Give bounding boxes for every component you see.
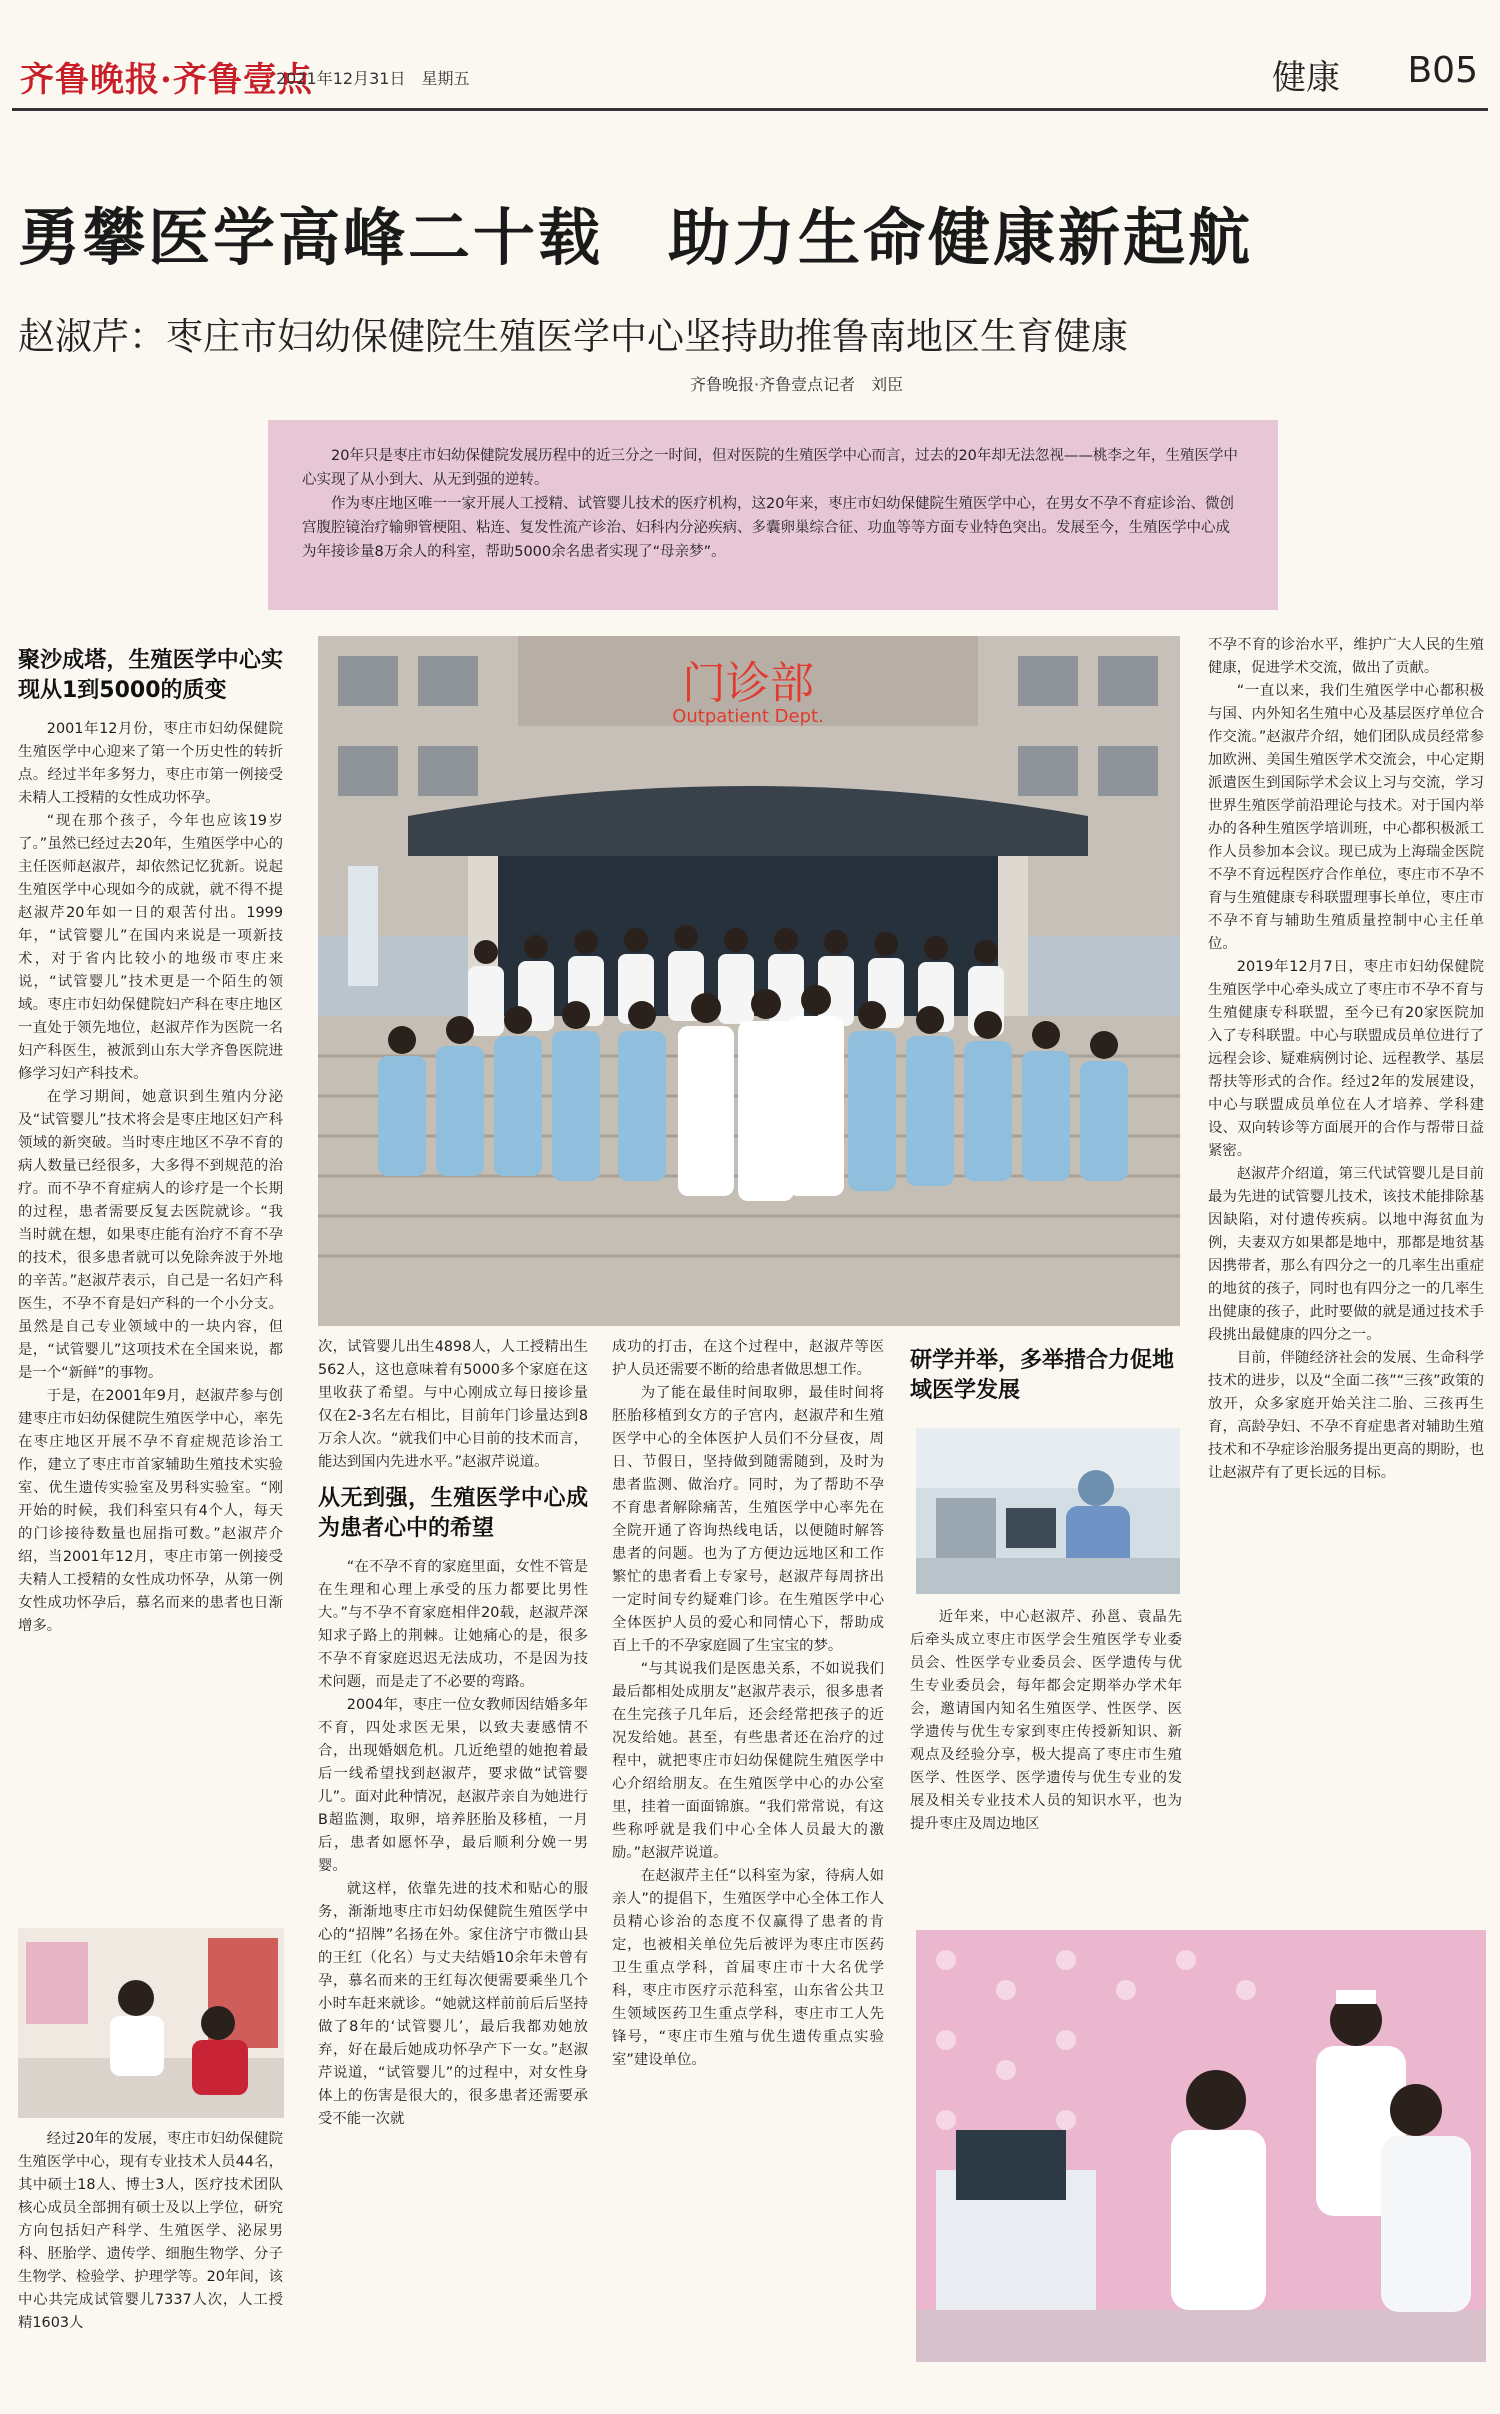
technician-cap xyxy=(1078,1470,1114,1506)
second-nurse-uniform xyxy=(1381,2136,1471,2312)
paragraph: 赵淑芹介绍道，第三代试管婴儿是目前最为先进的试管婴儿技术，该技术能排除基因缺陷，对付遗传疾病。以地中海贫血为例，夫妻双方如果都是地中，那都是地贫基因携带者，那么有四分之一的几率生出重症的地贫的孩子，同时也有四分之一的几率生出健康的孩子，此时要做的就是通过技术手段挑出最健康的四分之一。 xyxy=(1208,1166,1484,1343)
doctor-coat xyxy=(110,2016,164,2076)
page-number: B05 xyxy=(1407,50,1478,91)
paragraph: 在学习期间，她意识到生殖内分泌及“试管婴儿”技术将会是枣庄地区妇产科领域的新突破。当时枣庄地区不孕不育的病人数量已经很多，大多得不到规范的治疗。而不孕不育症病人的诊疗是一个长期的过程，患者需要反复去医院就诊。“我当时就在想，如果枣庄能有治疗不育不孕的技术，很多患者就可以免除奔波于外地的辛苦。”赵淑芹表示，自己是一名妇产科医生，不孕不育是妇产科的一个小分支。虽然是自己专业领域中的一块内容，但是，“试管婴儿”这项技术在全国来说，都是一个“新鲜”的事物。 xyxy=(18,1089,283,1381)
paragraph: 2019年12月7日，枣庄市妇幼保健院生殖医学中心牵头成立了枣庄市不孕不育与生殖健康专科联盟，至今已有20家医院加入了专科联盟。中心与联盟成员单位进行了远程会诊、疑难病例讨论、远程教学、基层帮扶等形式的合作。经过2年的发展建设，中心与联盟成员单位在人才培养、学科建设、双向转诊等方面展开的合作与帮带日益紧密。 xyxy=(1208,959,1484,1159)
anatomy-poster xyxy=(26,1942,88,2024)
paragraph: 目前，伴随经济社会的发展、生命科学技术的进步，以及“全面二孩”“三孩”政策的放开，众多家庭开始关注二胎、三孩再生育，高龄孕妇、不孕不育症患者对辅助生殖技术和不孕症诊治服务提出更高的期盼，也让赵淑芹有了更长远的目标。 xyxy=(1208,1350,1484,1481)
paragraph: 不孕不育的诊治水平，维护广大人民的生殖健康，促进学术交流，做出了贡献。 xyxy=(1208,637,1484,676)
section-heading: 研学并举，多举措合力促地域医学发展 xyxy=(910,1348,1175,1403)
second-nurse-head xyxy=(1390,2084,1442,2136)
byline: 齐鲁晚报·齐鲁壹点记者 刘臣 xyxy=(690,375,904,394)
sign-outpatient-cn: 门诊部 xyxy=(682,658,814,709)
patient-head xyxy=(201,2006,235,2040)
issue-date: 2021年12月31日 星期五 xyxy=(276,69,470,88)
doctor-head xyxy=(118,1980,154,2016)
headline: 勇攀医学高峰二十载 助力生命健康新起航 xyxy=(18,201,1254,274)
column-3 xyxy=(612,1336,884,2072)
doctor-head xyxy=(1186,2070,1246,2130)
column-2 xyxy=(318,1336,588,2131)
paragraph: “现在那个孩子，今年也应该19岁了。”虽然已经过去20年，生殖医学中心的主任医师赵淑芹，却依然记忆犹新。说起生殖医学中心现如今的成就，就不得不提赵淑芹20年如一日的艰苦付出。1999年，“试管婴儿”在国内来说是一项新技术，对于省内比较小的地级市枣庄来说，“试管婴儿”技术更是一个陌生的领域。枣庄市妇幼保健院妇产科在枣庄地区一直处于领先地位，赵淑芹作为医院一名妇产科医生，被派到山东大学齐鲁医院进修学习妇产科技术。 xyxy=(18,813,283,1082)
newspaper-brand-logo: 齐鲁晚报·齐鲁壹点 xyxy=(20,60,313,100)
doctor-coat xyxy=(1171,2130,1266,2310)
photo-laboratory xyxy=(916,1428,1180,1594)
monitor xyxy=(1006,1508,1056,1548)
section-name: 健康 xyxy=(1272,58,1340,98)
paragraph: 2001年12月份，枣庄市妇幼保健院生殖医学中心迎来了第一个历史性的转折点。经过半年多努力，枣庄市第一例接受未精人工授精的女性成功怀孕。 xyxy=(18,721,283,806)
section-heading: 聚沙成塔，生殖医学中心实现从1到5000的质变 xyxy=(18,648,283,703)
paragraph: 在赵淑芹主任“以科室为家，待病人如亲人”的提倡下，生殖医学中心全体工作人员精心诊治的态度不仅赢得了患者的肯定，也被相关单位先后被评为枣庄市医药卫生重点学科，首届枣庄市十大名优学科，枣庄市医疗示范科室，山东省公共卫生领域医药卫生重点学科，枣庄市工人先锋号，“枣庄市生殖与优生遗传重点实验室”建设单位。 xyxy=(612,1868,884,2068)
masthead-divider xyxy=(12,108,1488,111)
paragraph: 2004年，枣庄一位女教师因结婚多年不育，四处求医无果，以致夫妻感情不合，出现婚姻危机。几近绝望的她抱着最后一线希望找到赵淑芹，要求做“试管婴儿”。面对此种情况，赵淑芹亲自为她进行B超监测，取卵，培养胚胎及移植，一月后，患者如愿怀孕，最后顺利分娩一男婴。 xyxy=(318,1697,588,1874)
section-heading: 从无到强，生殖医学中心成为患者心中的希望 xyxy=(318,1486,588,1541)
ultrasound-screen xyxy=(956,2130,1066,2200)
lead-paragraph: 作为枣庄地区唯一一家开展人工授精、试管婴儿技术的医疗机构，这20年来，枣庄市妇幼保健院生殖医学中心，在男女不孕不育症诊治、微创宫腹腔镜治疗输卵管梗阻、粘连、复发性流产诊治、妇科内分泌疾病、多囊卵巢综合征、功血等等方面专业特色突出。发展至今，生殖医学中心成为年接诊量8万余人的科室，帮助5000余名患者实现了“母亲梦”。 xyxy=(302,496,1234,560)
column-1 xyxy=(18,646,283,1638)
photo-outpatient-building-staff xyxy=(318,636,1180,1326)
paragraph: 近年来，中心赵淑芹、孙邕、袁晶先后牵头成立枣庄市医学会生殖医学专业委员会、性医学专业委员会、医学遗传与优生专业委员会，每年都会定期举办学术年会，邀请国内知名生殖医学、性医学、医学遗传与优生专家到枣庄传授新知识、新观点及经验分享，极大提高了枣庄市生殖医学、性医学、医学遗传与优生专业的发展及相关专业技术人员的知识水平，也为提升枣庄及周边地区 xyxy=(910,1609,1182,1832)
paragraph: 为了能在最佳时间取卵，最佳时间将胚胎移植到女方的子宫内，赵淑芹和生殖医学中心的全体医护人员们不分昼夜，周日、节假日，坚持做到随需随到，及时为患者监测、做治疗。同时，为了帮助不孕不育患者解除痛苦，生殖医学中心率先在全院开通了咨询热线电话，以便随时解答患者的问题。也为了方便边远地区和工作繁忙的患者看上专家号，赵淑芹每周挤出一定时间专约疑难门诊。在生殖医学中心全体医护人员的爱心和同情心下，帮助成百上千的不孕家庭圆了生宝宝的梦。 xyxy=(612,1385,884,1654)
paragraph: 次，试管婴儿出生4898人，人工授精出生562人，这也意味着有5000多个家庭在这里收获了希望。与中心刚成立每日接诊量仅在2-3名左右相比，目前年门诊量达到8万余人次。“就我们中心目前的技术而言，能达到国内先进水平。”赵淑芹说道。 xyxy=(318,1339,588,1470)
paragraph: 成功的打击，在这个过程中，赵淑芹等医护人员还需要不断的给患者做思想工作。 xyxy=(612,1339,884,1378)
microscope xyxy=(936,1498,996,1558)
lab-wall xyxy=(916,1428,1180,1488)
photo-ultrasound-exam xyxy=(916,1930,1486,2362)
nurse-cap xyxy=(1336,1990,1376,2004)
sign-outpatient-en: Outpatient Dept. xyxy=(672,706,824,727)
subheadline: 赵淑芹：枣庄市妇幼保健院生殖医学中心坚持助推鲁南地区生育健康 xyxy=(18,315,1128,358)
photo-consultation xyxy=(18,1928,284,2118)
group-photo-illustration xyxy=(318,636,1180,1326)
column-1-bottom xyxy=(18,2128,283,2335)
flag-banner xyxy=(348,866,378,986)
paragraph: 于是，在2001年9月，赵淑芹参与创建枣庄市妇幼保健院生殖医学中心，率先在枣庄地区开展不孕不育症规范诊治工作，建立了枣庄市首家辅助生殖技术实验室、优生遗传实验室及男科实验室。“刚开始的时候，我们科室只有4个人，每天的门诊接待数量也屈指可数。”赵淑芹介绍，当2001年12月，枣庄市第一例接受夫精人工授精的女性成功怀孕，从第一例女性成功怀孕后，慕名而来的患者也日渐增多。 xyxy=(18,1388,283,1634)
lab-bench xyxy=(916,1558,1180,1594)
floor xyxy=(916,2310,1486,2362)
paragraph: “在不孕不育的家庭里面，女性不管是在生理和心理上承受的压力都要比男性大。”与不孕不育家庭相伴20载，赵淑芹深知求子路上的荆棘。让她痛心的是，很多不孕不育家庭迟迟无法成功，不是因为技术问题，而是走了不必要的弯路。 xyxy=(318,1559,588,1690)
column-4 xyxy=(910,1606,1182,1836)
ultrasound-photo-illustration xyxy=(916,1930,1486,2362)
consultation-photo-illustration xyxy=(18,1928,284,2118)
lead-box xyxy=(268,420,1278,610)
laboratory-photo-illustration xyxy=(916,1428,1180,1594)
paragraph: 就这样，依靠先进的技术和贴心的服务，渐渐地枣庄市妇幼保健院生殖医学中心的“招牌”名扬在外。家住济宁市微山县的王红（化名）与丈夫结婚10余年未曾有孕，慕名而来的王红每次便需要乘坐几个小时车赶来就诊。“她就这样前前后后坚持做了8年的‘试管婴儿’，最后我都劝她放弃，好在最后她成功怀孕产下一女。”赵淑芹说道，“试管婴儿”的过程中，对女性身体上的伤害是很大的，很多患者还需要承受不能一次就 xyxy=(318,1881,588,2127)
paragraph: 经过20年的发展，枣庄市妇幼保健院生殖医学中心，现有专业技术人员44名，其中硕士18人、博士3人，医疗技术团队核心成员全部拥有硕士及以上学位，研究方向包括妇产科学、生殖医学、泌尿男科、胚胎学、遗传学、细胞生物学、分子生物学、检验学、护理学等。20年间，该中心共完成试管婴儿7337人次，人工授精1603人 xyxy=(18,2131,283,2331)
column-4-heading-block xyxy=(910,1346,1180,1406)
paragraph: “与其说我们是医患关系，不如说我们最后都相处成朋友”赵淑芹表示，很多患者在生完孩子几年后，还会经常把孩子的近况发给她。甚至，有些患者还在治疗的过程中，就把枣庄市妇幼保健院生殖医学中心介绍给朋友。在生殖医学中心的办公室里，挂着一面面锦旗。“我们常常说，有这些称呼就是我们中心全体人员最大的激励。”赵淑芹说道。 xyxy=(612,1661,884,1861)
lead-paragraph: 20年只是枣庄市妇幼保健院发展历程中的近三分之一时间，但对医院的生殖医学中心而言，过去的20年却无法忽视——桃李之年，生殖医学中心实现了从小到大、从无到强的逆转。 xyxy=(302,448,1238,488)
paragraph: “一直以来，我们生殖医学中心都积极与国、内外知名生殖中心及基层医疗单位合作交流。”赵淑芹介绍，她们团队成员经常参加欧洲、美国生殖医学术交流会，中心定期派遣医生到国际学术会议上习与交流，学习世界生殖医学前沿理论与技术。对于国内举办的各种生殖医学培训班，中心都积极派工作人员参加本会议。现已成为上海瑞金医院不孕不育远程医疗合作单位，枣庄市不孕不育与生殖健康专科联盟理事长单位，枣庄市不孕不育与辅助生殖质量控制中心主任单位。 xyxy=(1208,683,1484,952)
column-5 xyxy=(1208,634,1484,1485)
patient-shirt xyxy=(192,2040,248,2095)
